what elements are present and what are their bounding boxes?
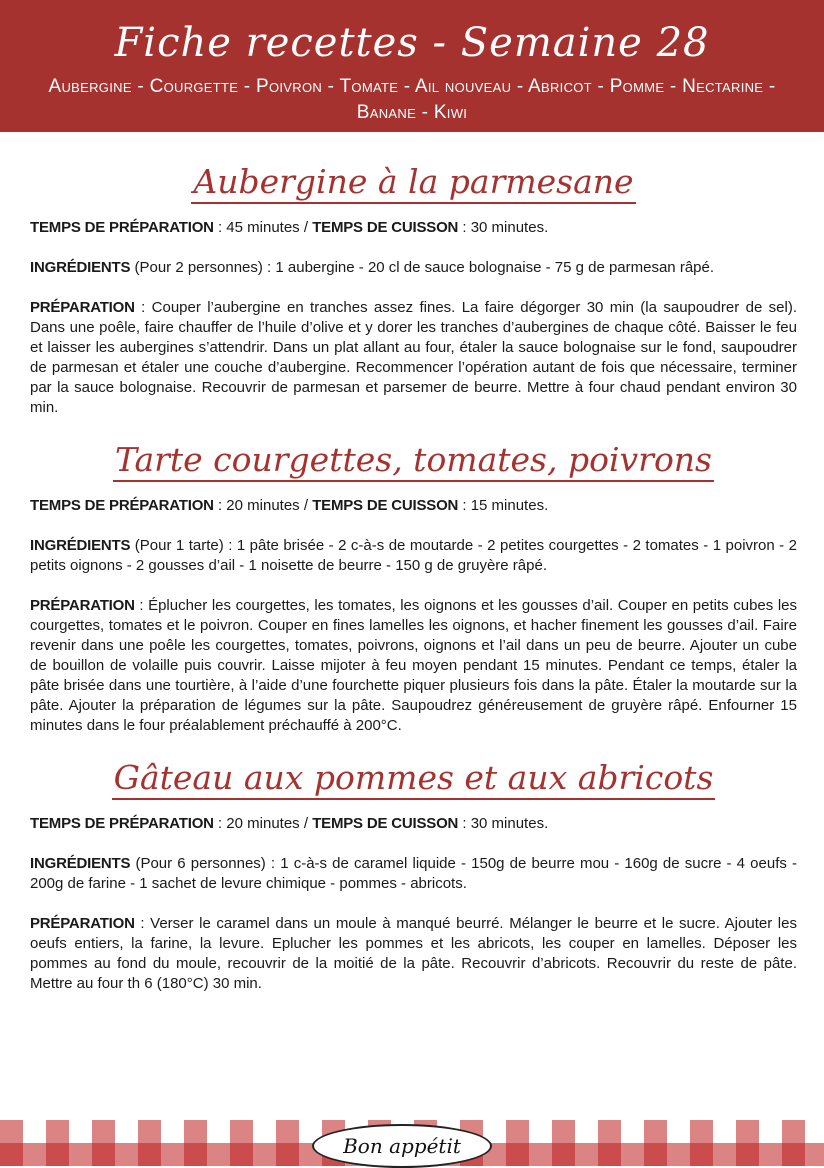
- recipe-tarte: [30, 438, 797, 736]
- recipe-gateau: [30, 756, 797, 994]
- recipe-times: TEMPS DE PRÉPARATION : 20 minutes / TEMPS DE CUISSON : 15 minutes.: [30, 497, 549, 514]
- bon-appetit-badge: Bon appétit: [312, 1124, 492, 1168]
- recipe-times: TEMPS DE PRÉPARATION : 45 minutes / TEMPS DE CUISSON : 30 minutes.: [30, 219, 549, 236]
- header-banner: [0, 0, 824, 132]
- recipe-times: TEMPS DE PRÉPARATION : 20 minutes / TEMPS DE CUISSON : 30 minutes.: [30, 815, 549, 832]
- recipe-preparation: PRÉPARATION : Éplucher les courgettes, les tomates, les oignons et les gousses d’ail. Couper en petits cubes les courgettes, tomates et le poivron. Couper en fines lamelles les oignons, et hacher finement les gousses d’ail. Faire revenir dans une poêle les courgettes, tomates, poivrons, oignons et l’ail dans un peu de beurre. Ajouter un cube de bouillon de volaille puis couvrir. Laisse mijoter à feu moyen pendant 15 minutes. Pendant ce temps, étaler la pâte brisée dans une tourtière, à l’aide d’une fourchette piquer plusieurs fois dans la pâte. Étaler la moutarde sur la pâte. Ajouter la préparation de légumes sur la pâte. Saupoudrez généreusement de gruyère râpé. Enfourner 15 minutes dans le four préalablement préchauffé à 200°C.: [30, 597, 797, 734]
- recipe-ingredients: INGRÉDIENTS (Pour 6 personnes) : 1 c-à-s de caramel liquide - 150g de beurre mou - 160g de sucre - 4 oeufs - 200g de farine - 1 sachet de levure chimique - pommes - abricots.: [30, 855, 797, 892]
- recipe-preparation: PRÉPARATION : Verser le caramel dans un moule à manqué beurré. Mélanger le beurre et le sucre. Ajouter les oeufs entiers, la farine, la levure. Eplucher les pommes et les abricots, les couper en lamelles. Déposer les pommes au fond du moule, recouvrir de la moitié de la pâte. Recouvrir d’abricots. Recouvrir du reste de pâte. Mettre au four th 6 (180°C) 30 min.: [30, 915, 797, 992]
- recipe-title: Gâteau aux pommes et aux abricots: [30, 756, 797, 800]
- ingredient-list-subtitle: Aubergine - Courgette - Poivron - Tomate - Ail nouveau - Abricot - Pomme - Nectarine - Banane - Kiwi: [48, 76, 776, 123]
- page-title: Fiche recettes - Semaine 28: [114, 20, 710, 66]
- recipe-ingredients: INGRÉDIENTS (Pour 2 personnes) : 1 aubergine - 20 cl de sauce bolognaise - 75 g de parmesan râpé.: [30, 259, 715, 276]
- recipe-ingredients: INGRÉDIENTS (Pour 1 tarte) : 1 pâte brisée - 2 c-à-s de moutarde - 2 petites courgettes - 2 tomates - 1 poivron - 2 petits oignons - 2 gousses d’ail - 1 noisette de beurre - 150 g de gruyère râpé.: [30, 537, 797, 574]
- recipes-container: [30, 160, 797, 1014]
- recipe-preparation: PRÉPARATION : Couper l’aubergine en tranches assez fines. La faire dégorger 30 min (la saupoudrer de sel). Dans une poêle, faire chauffer de l’huile d’olive et y dorer les tranches d’aubergines de chaque côté. Baisser le feu et laisser les aubergines s’attendrir. Dans un plat allant au four, étaler la sauce bolognaise sur le fond, saupoudrer de parmesan et étaler une couche d’aubergine. Recommencer l’opération autant de fois que nécessaire, terminer par la sauce bolognaise. Recouvrir de parmesan et parsemer de beurre. Mettre à four chaud pendant environ 30 min.: [30, 299, 797, 416]
- recipe-aubergine: [30, 160, 797, 418]
- recipe-title: Tarte courgettes, tomates, poivrons: [30, 438, 797, 482]
- recipe-title: Aubergine à la parmesane: [30, 160, 797, 204]
